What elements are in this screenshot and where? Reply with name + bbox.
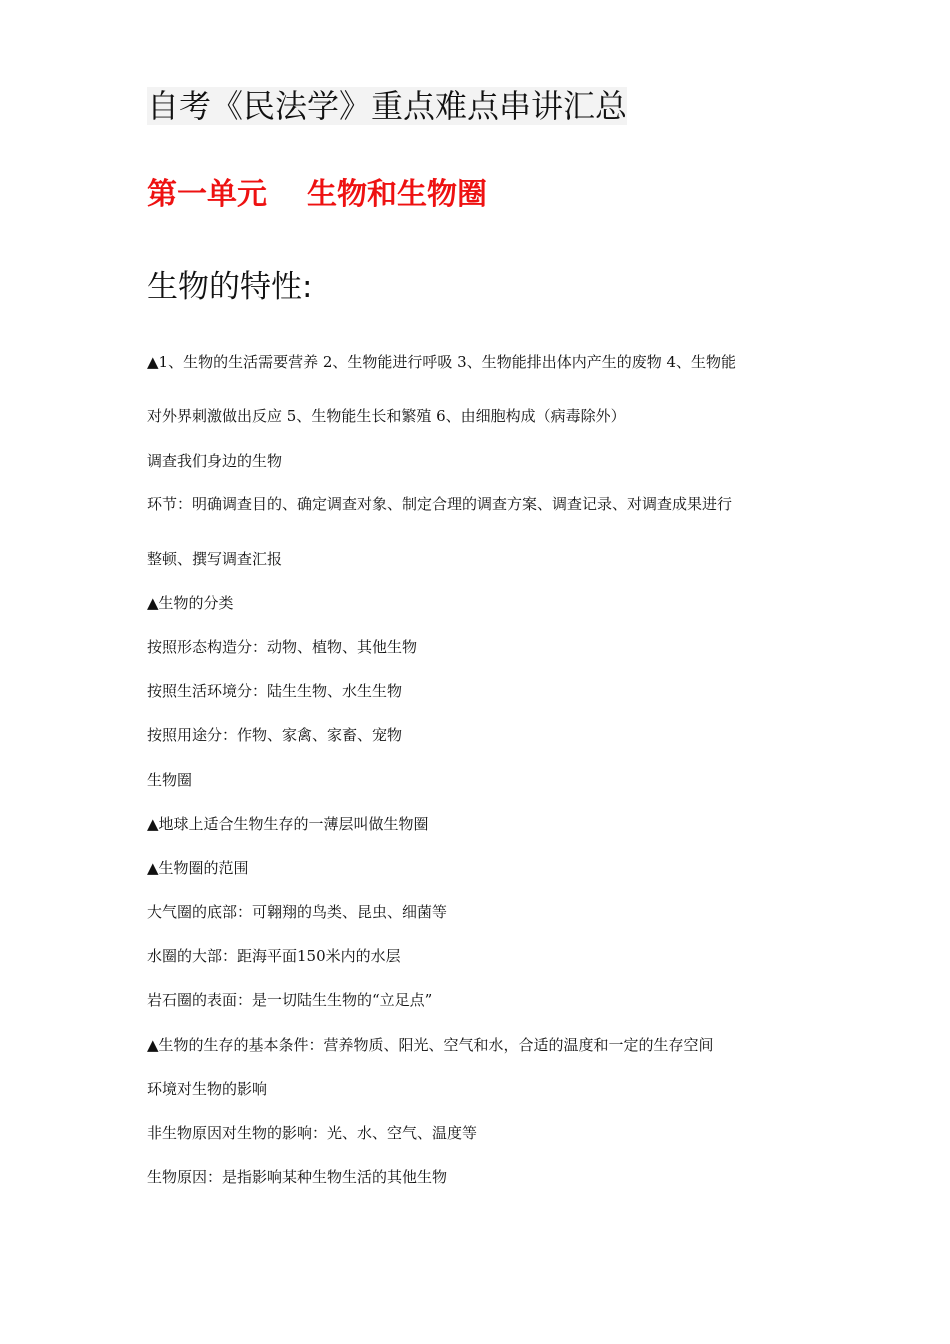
document-title-text: 自考《民法学》重点难点串讲汇总	[147, 87, 628, 125]
unit-heading	[147, 174, 487, 216]
body-line: 环境对生物的影响	[147, 1080, 268, 1098]
body-line: 调查我们身边的生物	[147, 452, 283, 470]
body-line: 大气圈的底部：可翱翔的鸟类、昆虫、细菌等	[147, 903, 448, 921]
body-line: ▲生物圈的范围	[147, 859, 249, 877]
body-line: 非生物原因对生物的影响：光、水、空气、温度等	[147, 1124, 478, 1142]
body-line: ▲1、生物的生活需要营养 2、生物能进行呼吸 3、生物能排出体内产生的废物 4、生物能	[147, 353, 737, 371]
body-line: 岩石圈的表面：是一切陆生生物的“立足点”	[147, 991, 433, 1009]
unit-name: 生物和生物圈	[307, 177, 487, 212]
body-line: 按照形态构造分：动物、植物、其他生物	[147, 638, 418, 656]
body-line: 按照生活环境分：陆生生物、水生生物	[147, 682, 403, 700]
body-line: 对外界刺激做出反应 5、生物能生长和繁殖 6、由细胞构成（病毒除外）	[147, 407, 626, 425]
body-line: 整顿、撰写调查汇报	[147, 550, 283, 568]
body-line: 环节：明确调查目的、确定调查对象、制定合理的调查方案、调查记录、对调查成果进行	[147, 495, 733, 513]
body-line: 生物圈	[147, 771, 193, 789]
body-line: ▲生物的生存的基本条件：营养物质、阳光、空气和水，合适的温度和一定的生存空间	[147, 1036, 714, 1054]
body-line: 按照用途分：作物、家禽、家畜、宠物	[147, 726, 403, 744]
body-line: 生物原因：是指影响某种生物生活的其他生物	[147, 1168, 448, 1186]
unit-label: 第一单元	[147, 177, 267, 212]
document-title	[147, 84, 627, 128]
body-line: 水圈的大部：距海平面150米内的水层	[147, 947, 401, 965]
section-heading: 生物的特性:	[147, 269, 313, 305]
body-line: ▲生物的分类	[147, 594, 234, 612]
body-line: ▲地球上适合生物生存的一薄层叫做生物圈	[147, 815, 429, 833]
